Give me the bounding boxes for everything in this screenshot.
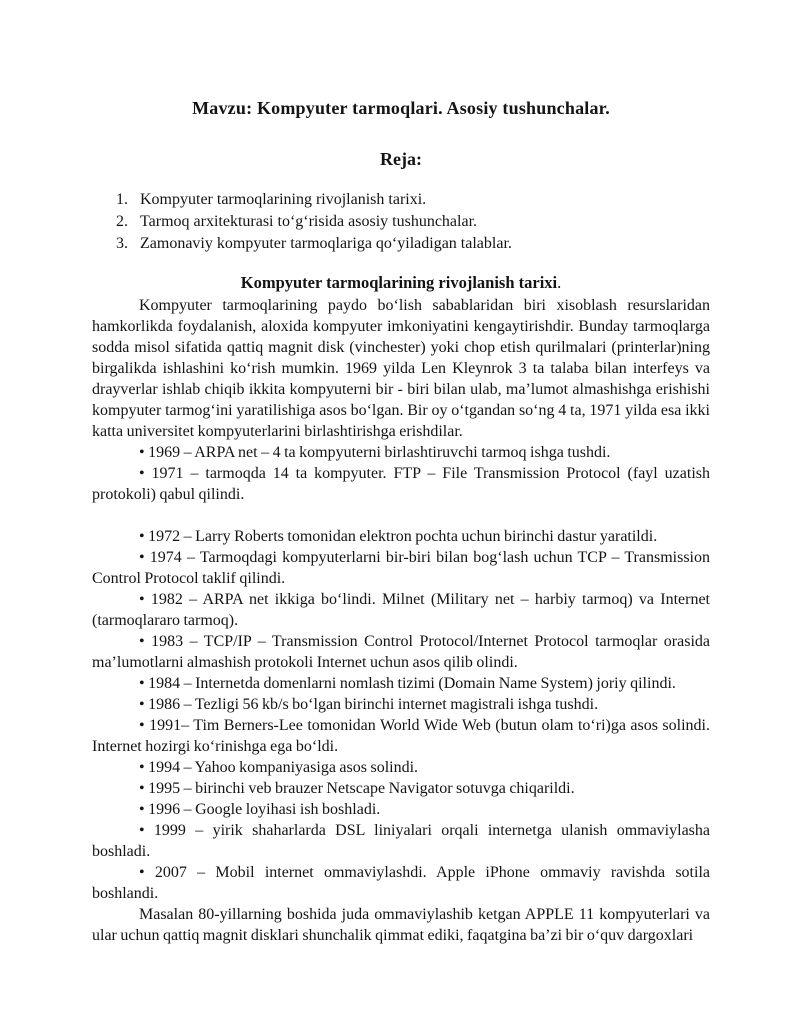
bullet-1982: • 1982 – ARPA net ikkiga bo‘lindi. Milnet (Military net – harbiy tarmoq) va Internet (tarmoqlararo tarmoq). [92,591,710,629]
section-heading-text: Kompyuter tarmoqlarining rivojlanish tarixi [240,273,558,292]
plan-item-3: 3. Zamonaviy kompyuter tarmoqlariga qo‘yiladigan talablar. [132,233,710,255]
bullet-1984: • 1984 – Internetda domenlarni nomlash tizimi (Domain Name System) joriy qilindi. [139,675,676,692]
paragraph-intro: Kompyuter tarmoqlarining paydo bo‘lish sabablaridan biri xisoblash resurslaridan hamkorlikda foydalanish, aloxida kompyuter imkoniyatini kengaytirishdir. Bunday tarmoqlarga sodda misol sifatida qattiq magnit disk (vinchester) yoki chop etish qurilmalari (printerlar)ning birgalikda ishlashini ko‘rish mumkin. 1969 yilda Len Kleynrok 3 ta talaba bilan interfeys va drayverlar ishlab chiqib ikkita kompyuterni bir - biri bilan ulab, ma’lumot almashishga erishishi kompyuter tarmog‘ini yaratilishiga asos bo‘lgan. Bir oy o‘tgandan so‘ng 4 ta, 1971 yilda esa ikki katta universitet kompyuterlarini birlashtirishga erishdilar. [92,297,710,440]
bullet-1994: • 1994 – Yahoo kompaniyasiga asos solindi. [139,759,419,776]
plan-heading: Reja: [380,149,422,169]
bullet-1991: • 1991– Tim Berners-Lee tomonidan World Wide Web (butun olam to‘ri)ga asos solindi. Internet hozirgi ko‘rinishga ega bo‘ldi. [92,717,710,755]
document-title: Mavzu: Kompyuter tarmoqlari. Asosiy tushunchalar. [192,98,610,118]
bullet-1986: • 1986 – Tezligi 56 kb/s bo‘lgan birinchi internet magistrali ishga tushdi. [139,696,599,713]
paragraph-apple-history: Masalan 80-yillarning boshida juda ommaviylashib ketgan APPLE 11 kompyuterlari va ular uchun qattiq magnit disklari shunchalik qimmat ediki, faqatgina ba’zi bir o‘quv dargoxlari [92,906,710,944]
section-heading [92,272,710,293]
bullet-1996: • 1996 – Google loyihasi ish boshladi. [139,801,381,818]
plan-item-2: 2. Tarmoq arxitekturasi to‘g‘risida asosiy tushunchalar. [132,211,710,233]
bullet-1999: • 1999 – yirik shaharlarda DSL liniyalari orqali internetga ulanish ommaviylasha boshladi. [92,822,710,860]
bullet-2007: • 2007 – Mobil internet ommaviylashdi. Apple iPhone ommaviy ravishda sotila boshlandi. [92,864,710,902]
bullet-1969: • 1969 – ARPA net – 4 ta kompyuterni birlashtiruvchi tarmoq ishga tushdi. [139,444,611,461]
body-text [92,295,710,946]
plan-item-1: 1. Kompyuter tarmoqlarining rivojlanish tarixi. [132,189,710,211]
bullet-1972: • 1972 – Larry Roberts tomonidan elektron pochta uchun birinchi dastur yaratildi. [139,528,658,545]
bullet-1995: • 1995 – birinchi veb brauzer Netscape Navigator sotuvga chiqarildi. [139,780,575,797]
bullet-1971: • 1971 – tarmoqda 14 ta kompyuter. FTP – File Transmission Protocol (fayl uzatish protokoli) qabul qilindi. [92,465,710,503]
section-heading-period: . [557,273,562,292]
bullet-1974: • 1974 – Tarmoqdagi kompyuterlarni bir-biri bilan bog‘lash uchun TCP – Transmission Control Protocol taklif qilindi. [92,549,710,587]
plan-list [92,189,710,255]
bullet-1983: • 1983 – TCP/IP – Transmission Control Protocol/Internet Protocol tarmoqlar orasida ma’lumotlarni almashish protokoli Internet uchun asos qilib olindi. [92,633,710,671]
